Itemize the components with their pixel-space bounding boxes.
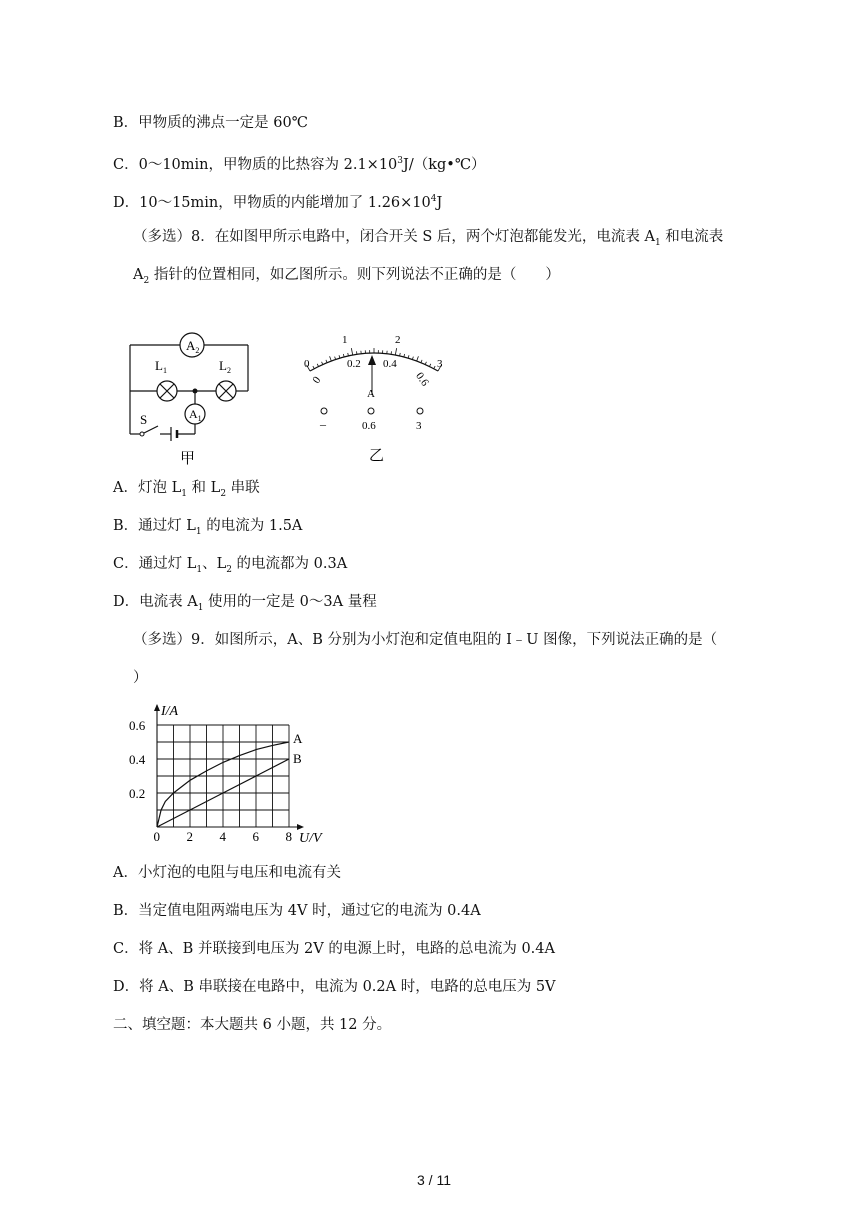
dial-tick-mark [322,362,323,365]
a2-label: $A_2$ [186,338,200,355]
dial-lower-tick-3: 0.6 [413,370,431,389]
chart-axes [154,704,304,830]
dial-lower-tick-0: 0 [310,374,324,386]
q8-option-a: A．灯泡 $L_1$ 和 $L_2$ 串联 [113,480,260,499]
q9-option-c: C．将 A、B 并联接到电压为 2V 的电源上时，电路的总电流为 0.4A [113,941,555,957]
fig-jia-caption: 甲 [180,451,196,467]
dial-tick-mark [417,356,419,361]
dial-tick-mark [408,355,409,358]
dial-tick-mark [412,357,413,360]
ammeter-dial-yi [294,325,454,467]
dial-upper-tick-1: 1 [342,334,348,346]
section-2-heading: 二、填空题：本大题共 6 小题，共 12 分。 [113,1017,392,1033]
q8-option-b: B．通过灯 $L_1$ 的电流为 1.5A [113,518,303,537]
y-tick-label: 0.4 [129,752,146,767]
dial-pointer-label: A [367,388,375,400]
dial-upper-tick-3: 3 [437,358,443,370]
y-tick-label: 0.6 [129,718,146,733]
q9-stem-line2: ） [133,670,148,686]
fig-yi-caption: 乙 [369,448,385,464]
x-axis-label: U/V [299,831,322,846]
dial-tick-mark [339,355,340,358]
dial-upper-tick-2: 2 [395,334,401,346]
q8-option-c: C．通过灯 $L_1$、$L_2$ 的电流都为 0.3A [113,556,348,575]
page-number: 3 / 11 [417,1172,451,1188]
q8-stem-line2: $A_2$ 指针的位置相同，如乙图所示。则下列说法不正确的是（ ） [133,267,560,286]
circuit-diagram-jia [118,328,258,468]
y-axis-label: I/A [161,704,179,719]
terminal-negative: – [320,417,326,431]
q9-option-d: D．将 A、B 串联接在电路中，电流为 0.2A 时，电路的总电压为 5V [113,979,556,995]
x-tick-label: 2 [186,829,193,844]
dial-tick-mark [395,348,396,355]
dial-tick-mark [335,357,336,360]
iu-chart [125,697,340,847]
dial-tick-mark [326,360,327,363]
dial-lower-tick-2: 0.4 [383,358,397,370]
x-tick-label: 8 [285,829,292,844]
series-label-A: A [293,731,303,746]
terminal-0-6: 0.6 [362,420,376,432]
terminal-3: 3 [416,420,422,432]
dial-tick-mark [429,364,430,367]
l2-label: $L_2$ [219,358,231,375]
y-tick-label: 0.2 [129,786,146,801]
dial-tick-mark [434,366,435,369]
l1-label: $L_1$ [155,358,167,375]
chart-grid [157,725,289,827]
series-label-B: B [293,751,302,766]
dial-tick-mark [421,360,422,363]
dial-tick-mark [330,356,332,361]
dial-lower-tick-1: 0.2 [347,358,361,370]
x-tick-label: 0 [153,829,160,844]
dial-tick-mark [425,362,426,365]
dial-tick-mark [351,348,352,355]
q9-option-a: A．小灯泡的电阻与电压和电流有关 [113,865,341,881]
q7-option-c: C．0～10min，甲物质的比热容为 $2.1\times 10^3J/(kg•℃)$ [113,156,486,173]
a1-label: $A_1$ [189,407,202,423]
q7-option-b: B．甲物质的沸点一定是 60℃ [113,115,308,131]
x-tick-label: 6 [252,829,259,844]
dial-tick-mark [317,364,318,367]
q8-stem-line1: （多选）8．在如图甲所示电路中，闭合开关 S 后，两个灯泡都能发光，电流表 $A_1$ 和电流表 [133,229,724,248]
switch-label: S [140,412,148,427]
x-tick-label: 4 [219,829,226,844]
dial-upper-tick-0: 0 [304,358,310,370]
q7-option-d: D．10～15min，甲物质的内能增加了 $1.26\times 10^4J$ [113,194,443,211]
y-axis-arrow [154,704,160,711]
x-axis-arrow [297,824,304,830]
q9-option-b: B．当定值电阻两端电压为 4V 时，通过它的电流为 0.4A [113,903,481,919]
q8-option-d: D．电流表 $A_1$ 使用的一定是 0～3A 量程 [113,594,377,613]
q9-stem-line1: （多选）9．如图所示，A、B 分别为小灯泡和定值电阻的 I﹣U 图像，下列说法正确的是（ [133,632,718,648]
dial-tick-mark [313,366,314,369]
